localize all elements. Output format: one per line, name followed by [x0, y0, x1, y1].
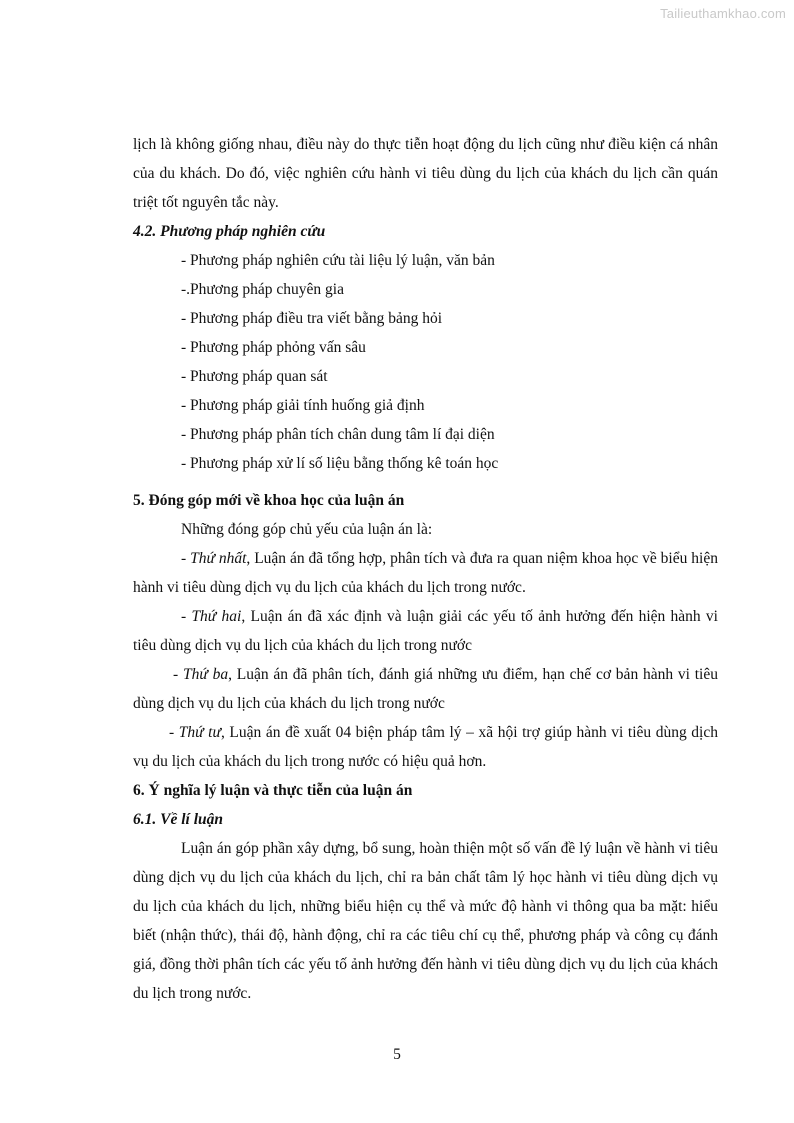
- section-4-2-heading: 4.2. Phương pháp nghiên cứu: [133, 223, 326, 240]
- section-5-heading: 5. Đóng góp mới về khoa học của luận án: [133, 492, 405, 509]
- document-page: [133, 130, 718, 1008]
- method-item: - Phương pháp phỏng vấn sâu: [181, 339, 366, 356]
- method-item: - Phương pháp quan sát: [181, 368, 328, 385]
- contribution-dash: -: [173, 666, 183, 683]
- methods-list: [133, 246, 718, 478]
- contribution-text: , Luận án đã xác định và luận giải các yếu tố ảnh hưởng đến hiện hành vi tiêu dùng dịch vụ du lịch của khách du lịch trong nước: [133, 608, 718, 654]
- contribution-label: Thứ ba: [182, 666, 229, 683]
- section-6-1-paragraph: Luận án góp phần xây dựng, bổ sung, hoàn thiện một số vấn đề lý luận về hành vi tiêu dùng dịch vụ du lịch của khách du lịch, chỉ ra bản chất tâm lý học hành vi tiêu dùng dịch vụ du lịch của khách du lịch, những biểu hiện cụ thể và mức độ hành vi thông qua ba mặt: hiểu biết (nhận thức), thái độ, hành động, chỉ ra các tiêu chí cụ thể, phương pháp và công cụ đánh giá, đồng thời phân tích các yếu tố ảnh hưởng đến hành vi tiêu dùng dịch vụ du lịch của khách du lịch trong nước.: [133, 840, 718, 1002]
- contribution-2: [133, 602, 718, 660]
- contribution-label: Thứ nhất: [190, 550, 247, 567]
- method-item: - Phương pháp nghiên cứu tài liệu lý luận, văn bản: [181, 252, 495, 269]
- method-item: - Phương pháp giải tính huống giả định: [181, 397, 425, 414]
- contribution-dash: -: [181, 550, 191, 567]
- method-item: -.Phương pháp chuyên gia: [181, 281, 344, 298]
- contribution-dash: -: [169, 724, 179, 741]
- page-number: 5: [393, 1046, 401, 1063]
- watermark: Tailieuthamkhao.com: [660, 6, 786, 21]
- contribution-1: [133, 544, 718, 602]
- contribution-text: , Luận án đề xuất 04 biện pháp tâm lý – xã hội trợ giúp hành vi tiêu dùng dịch vụ du lịch của khách du lịch trong nước có hiệu quả hơn.: [133, 724, 718, 770]
- section-6-1-heading: 6.1. Về lí luận: [133, 811, 224, 828]
- method-item: - Phương pháp xử lí số liệu bằng thống kê toán học: [181, 455, 499, 472]
- method-item: - Phương pháp điều tra viết bằng bảng hỏi: [181, 310, 443, 327]
- contribution-text: , Luận án đã phân tích, đánh giá những ưu điểm, hạn chế cơ bản hành vi tiêu dùng dịch vụ du lịch của khách du lịch trong nước: [133, 666, 718, 712]
- section-6-heading: 6. Ý nghĩa lý luận và thực tiễn của luận án: [133, 782, 413, 799]
- contribution-text: , Luận án đã tổng hợp, phân tích và đưa ra quan niệm khoa học về biểu hiện hành vi tiêu dùng dịch vụ du lịch của khách du lịch trong nước.: [133, 550, 718, 596]
- intro-paragraph: lịch là không giống nhau, điều này do thực tiễn hoạt động du lịch cũng như điều kiện cá nhân của du khách. Do đó, việc nghiên cứu hành vi tiêu dùng du lịch của khách du lịch cần quán triệt tốt nguyên tắc này.: [133, 136, 718, 211]
- contribution-4: [133, 718, 718, 776]
- contribution-3: [133, 660, 718, 718]
- contribution-label: Thứ hai: [191, 608, 242, 625]
- method-item: - Phương pháp phân tích chân dung tâm lí đại diện: [181, 426, 495, 443]
- contribution-dash: -: [181, 608, 192, 625]
- section-5-intro: Những đóng góp chủ yếu của luận án là:: [181, 521, 433, 538]
- contribution-label: Thứ tư: [178, 724, 221, 741]
